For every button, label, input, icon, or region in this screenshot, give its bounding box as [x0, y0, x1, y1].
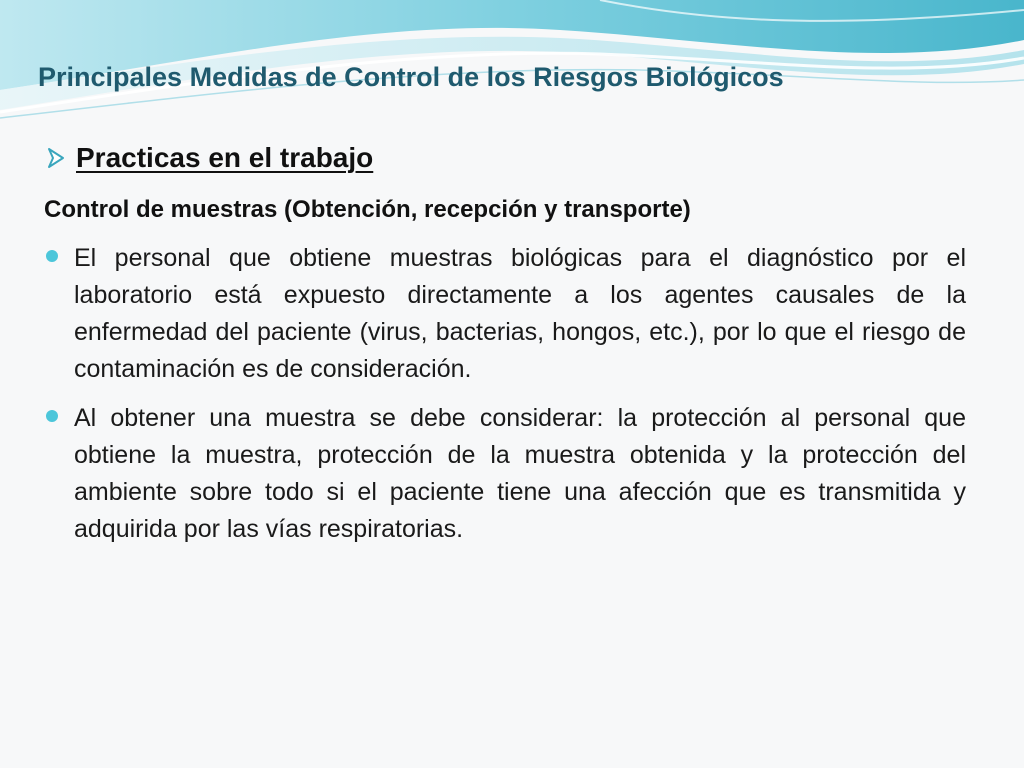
bullet-list: [44, 240, 966, 560]
slide-title: Principales Medidas de Control de los Riesgos Biológicos: [38, 62, 784, 92]
bullet-dot-icon: [46, 410, 58, 422]
bullet-text: El personal que obtiene muestras biológicas para el diagnóstico por el laboratorio está expuesto directamente a los agentes causales de la enfermedad del paciente (virus, bacterias, hongos, etc.), por lo que el riesgo de contaminación es de consideración.: [74, 244, 966, 383]
section-header: [44, 138, 373, 178]
section-title: Practicas en el trabajo: [76, 142, 374, 173]
list-item: [44, 400, 966, 548]
arrow-right-icon: [44, 146, 68, 170]
list-item: [44, 240, 966, 388]
subheading: Control de muestras (Obtención, recepción y transporte): [44, 196, 691, 223]
bullet-text: Al obtener una muestra se debe considerar: la protección al personal que obtiene la muestra, protección de la muestra obtenida y la protección del ambiente sobre todo si el paciente tiene una afección que es transmitida y adquirida por las vías respiratorias.: [74, 404, 966, 543]
bullet-dot-icon: [46, 250, 58, 262]
